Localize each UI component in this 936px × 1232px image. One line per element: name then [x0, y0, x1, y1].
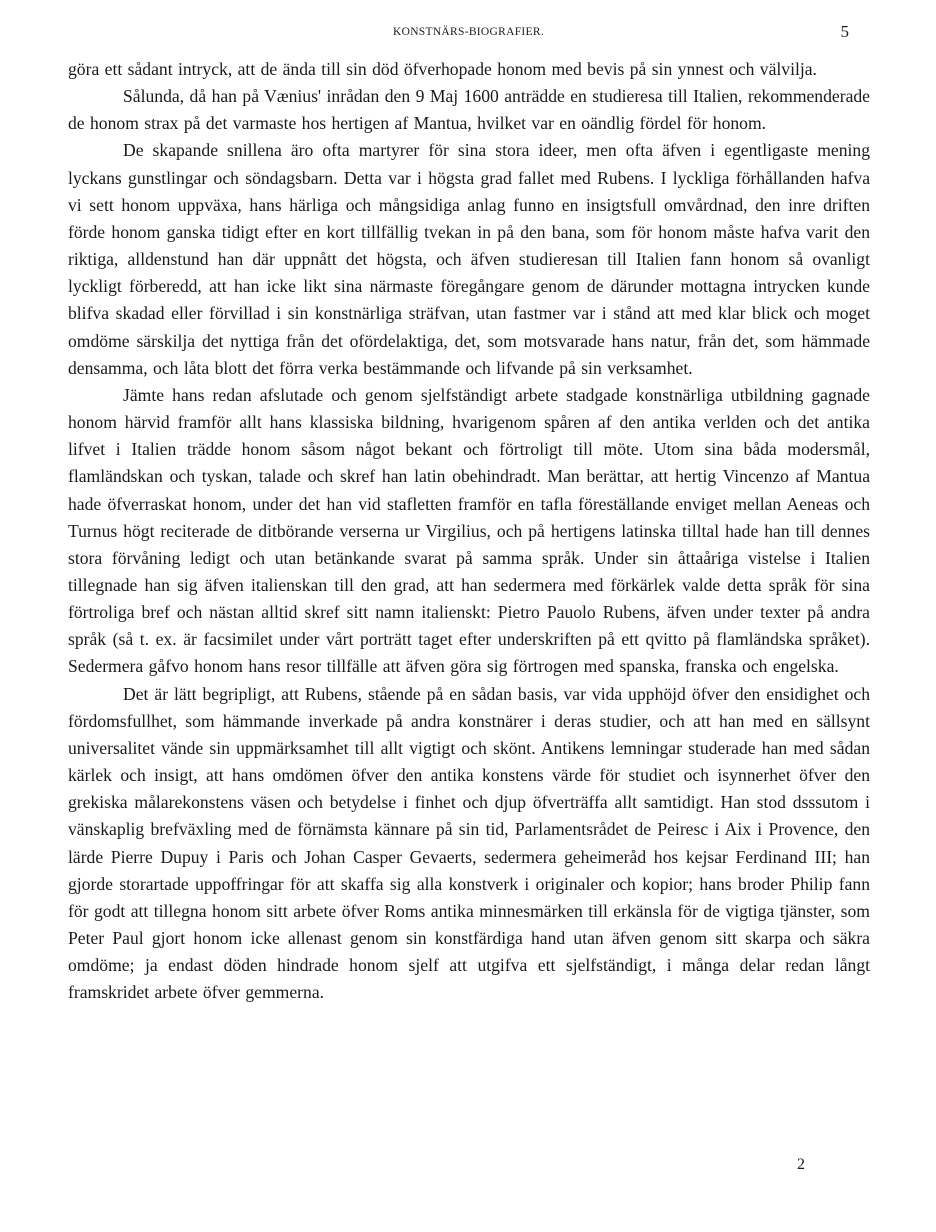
body-text — [68, 56, 870, 1006]
running-title: KONSTNÄRS-BIOGRAFIER. — [392, 26, 545, 38]
paragraph: Sålunda, då han på Vænius' inrådan den 9 Maj 1600 anträdde en studieresa till Italien, rekommenderade de honom strax på det varmaste hos hertigen af Mantua, hvilket var en oändlig fördel för honom. — [68, 86, 870, 134]
paragraph: Jämte hans redan afslutade och genom sjelfständigt arbete stadgade konstnärliga utbildning gagnade honom härvid framför allt hans klassiska bildning, hvarigenom spåren af den antika verlden och det antika lifvet i Italien trädde honom såsom något bekant och förtroligt till möte. Utom sina båda modersmål, flamländskan och tyskan, talade och skref han latin obehindradt. Man berättar, att hertig Vincenzo af Mantua hade öfverraskat honom, under det han vid stafletten framför en tafla föreställande enviget mellan Aeneas och Turnus högt reciterade de ditbörande verserna ur Virgilius, och på hertigens latinska tilltal hade han till dennes stora förvåning ledigt och utan betänkande svarat på samma språk. Under sin åttaåriga vistelse i Italien tillegnade han sig äfven italienskan till den grad, att han sedermera med förkärlek valde detta språk för sina förtroliga bref och nästan alltid skref sitt namn italienskt: Pietro Pauolo Rubens, äfven under texter på andra språk (så t. ex. är facsimilet under vårt porträtt taget efter underskriften på ett qvitto på flamländska språket). Sedermera gåfvo honom hans resor tillfälle att äfven göra sig förtrogen med spanska, franska och engelska. — [68, 384, 870, 677]
paragraph-continuation: göra ett sådant intryck, att de ända till sin död öfverhopade honom med bevis på sin ynnest och välvilja. — [68, 59, 817, 79]
paragraph: Det är lätt begripligt, att Rubens, stående på en sådan basis, var vida upphöjd öfver den ensidighet och fördomsfullhet, som hämmande inverkade på andra konstnärer i deras studier, och att han med en sällsynt universalitet vände sin uppmärksamhet till allt vigtigt och skönt. Antikens lemningar studerade han med sådan kärlek och insigt, att hans omdömen öfver den antika konstens värde för studiet och isynnerhet öfver den grekiska målarekonstens väsen och betydelse i finhet och djup öfverträffa allt samtidigt. Han stod dsssutom i vänskaplig brefväxling med de förnämsta kännare på sin tid, Parlamentsrådet de Peiresc i Aix i Provence, den lärde Pierre Dupuy i Paris och Johan Casper Gevaerts, sedermera geheimeråd hos kejsar Ferdinand III; han gjorde storartade uppoffringar för att skaffa sig alla konstverk i originaler och kopior; hans broder Philip fann för godt att tillegna honom sitt arbete öfver Roms antika minnesmärken till erkänsla för de vigtiga tjänster, som Peter Paul gjort honom icke allenast genom sin konstfärdiga hand utan äfven genom sitt skarpa och säkra omdöme; ja endast döden hindrade honom sjelf att utgifva ett sjelfständigt, i många delar redan långt framskridet arbete öfver gemmerna. — [68, 683, 870, 1003]
page-number: 5 — [840, 22, 849, 41]
running-head — [68, 24, 869, 44]
signature-mark: 2 — [797, 1156, 805, 1173]
paragraph: De skapande snillena äro ofta martyrer för sina stora ideer, men ofta äfven i egentligaste mening lyckans gunstlingar och söndagsbarn. Detta var i högsta grad fallet med Rubens. I lyckliga förhållanden hafva vi sett honom uppväxa, hans härliga och mångsidiga anlag funno en insigtsfull omvårdnad, den inre driften förde honom ganska tidigt efter en kort tillfällig tvekan in på den bana, som för honom måste hafva varit den riktiga, alldenstund han där uppnått det högsta, och äfven studieresan till Italien fann honom så ovanligt lyckligt förberedd, att han icke likt sina närmaste föregångare genom de därunder mottagna intrycken kunde blifva skadad eller förvillad i sin konstnärliga sträfvan, utan fastmer var i stånd att med klar blick och moget omdöme särskilja det nyttiga från det ofördelaktiga, det, som motsvarade hans natur, från det, som hämmade densamma, och låta blott det förra verka bestämmande och lifvande på sin verksamhet. — [68, 140, 870, 378]
